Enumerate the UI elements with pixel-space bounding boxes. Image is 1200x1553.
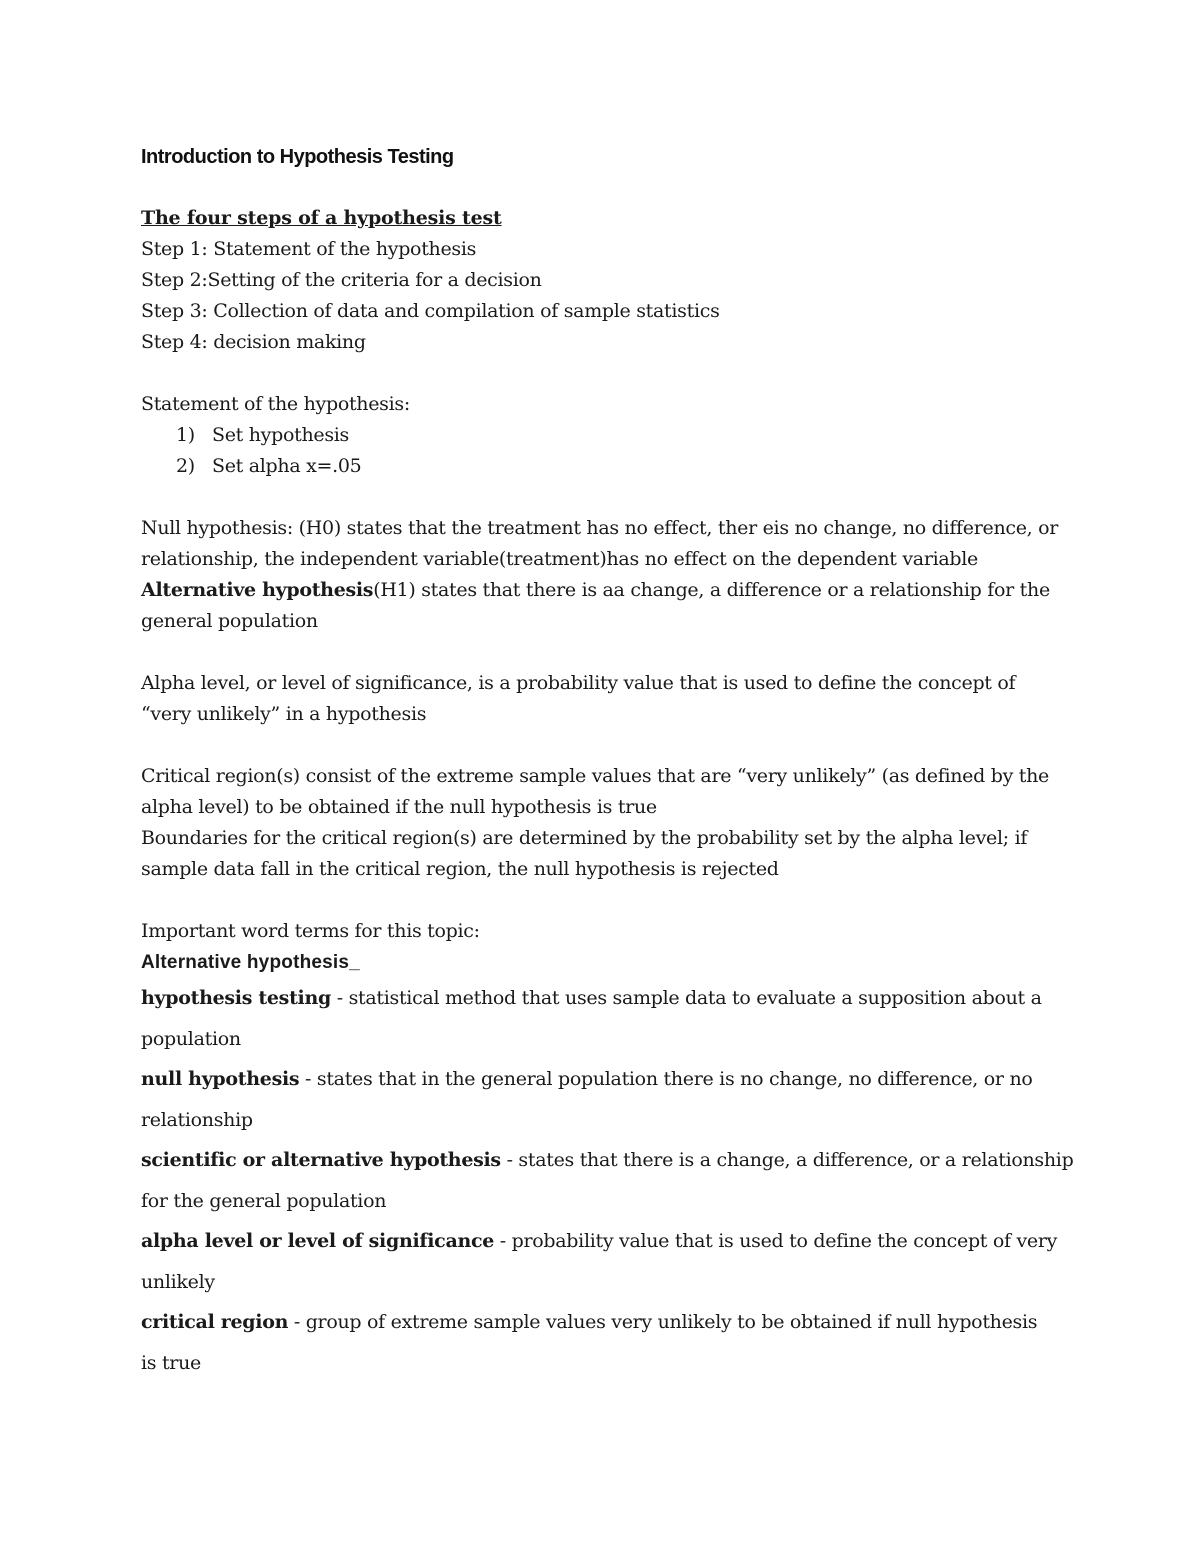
null-hypothesis-line: relationship, the independent variable(treatment)has no effect on the dependent variable xyxy=(141,548,978,570)
term-line: unlikely xyxy=(141,1270,215,1293)
term-line xyxy=(141,978,1081,1019)
statement-heading: Statement of the hypothesis: xyxy=(141,393,410,415)
critical-region-line: Critical region(s) consist of the extreme sample values that are “very unlikely” (as defined by the xyxy=(141,765,1049,787)
term-line: relationship xyxy=(141,1108,253,1131)
critical-region-line: Boundaries for the critical region(s) are determined by the probability set by the alpha level; if xyxy=(141,827,1028,849)
list-item xyxy=(141,451,1081,482)
term-name: scientific or alternative hypothesis xyxy=(141,1149,501,1171)
list-number: 2) xyxy=(176,455,195,477)
term-line: is true xyxy=(141,1351,201,1374)
spacer xyxy=(141,358,1081,389)
document-title: Introduction to Hypothesis Testing xyxy=(141,146,454,168)
step-item: Step 2:Setting of the criteria for a decision xyxy=(141,269,542,291)
alternative-hypothesis-line: general population xyxy=(141,610,318,632)
term-line: for the general population xyxy=(141,1189,387,1212)
term-line: population xyxy=(141,1027,241,1050)
term-definition: - statistical method that uses sample data to evaluate a supposition about a xyxy=(330,987,1042,1009)
critical-region-line: alpha level) to be obtained if the null hypothesis is true xyxy=(141,796,657,818)
term-definition: - probability value that is used to define the concept of very xyxy=(494,1230,1058,1252)
term-line xyxy=(141,1140,1081,1181)
list-number: 1) xyxy=(176,424,195,446)
term-definition: - states that there is a change, a difference, or a relationship xyxy=(500,1149,1074,1171)
alternative-hypothesis-text: (H1) states that there is aa change, a difference or a relationship for the xyxy=(373,579,1050,601)
term-definition: - group of extreme sample values very unlikely to be obtained if null hypothesis xyxy=(288,1311,1038,1333)
term-definition: - states that in the general population there is no change, no difference, or no xyxy=(299,1068,1033,1090)
term-name: critical region xyxy=(141,1311,289,1333)
list-item xyxy=(141,420,1081,451)
statement-list xyxy=(141,420,1081,482)
term-name: null hypothesis xyxy=(141,1068,300,1090)
alpha-level-line: “very unlikely” in a hypothesis xyxy=(141,703,427,725)
spacer xyxy=(141,482,1081,513)
steps-heading: The four steps of a hypothesis test xyxy=(141,207,502,229)
alternative-hypothesis-term: Alternative hypothesis xyxy=(141,579,374,601)
term-line xyxy=(141,1221,1081,1262)
terms-subheading: Alternative hypothesis_ xyxy=(141,952,360,973)
term-line xyxy=(141,1059,1081,1100)
terms-heading: Important word terms for this topic: xyxy=(141,920,480,942)
spacer xyxy=(141,730,1081,761)
term-name: hypothesis testing xyxy=(141,987,331,1009)
spacer xyxy=(141,176,1081,203)
list-text: Set alpha x=.05 xyxy=(212,455,362,477)
list-text: Set hypothesis xyxy=(212,424,350,446)
term-line xyxy=(141,1302,1081,1343)
term-name: alpha level or level of significance xyxy=(141,1230,495,1252)
null-hypothesis-line: Null hypothesis: (H0) states that the treatment has no effect, ther eis no change, no difference, or xyxy=(141,517,1059,539)
step-item: Step 4: decision making xyxy=(141,331,366,353)
alpha-level-line: Alpha level, or level of significance, is a probability value that is used to define the concept of xyxy=(141,672,1016,694)
document-page xyxy=(141,138,1081,1383)
spacer xyxy=(141,637,1081,668)
step-item: Step 1: Statement of the hypothesis xyxy=(141,238,477,260)
alternative-hypothesis-line xyxy=(141,575,1081,606)
critical-region-line: sample data fall in the critical region, the null hypothesis is rejected xyxy=(141,858,779,880)
step-item: Step 3: Collection of data and compilation of sample statistics xyxy=(141,300,720,322)
spacer xyxy=(141,885,1081,916)
